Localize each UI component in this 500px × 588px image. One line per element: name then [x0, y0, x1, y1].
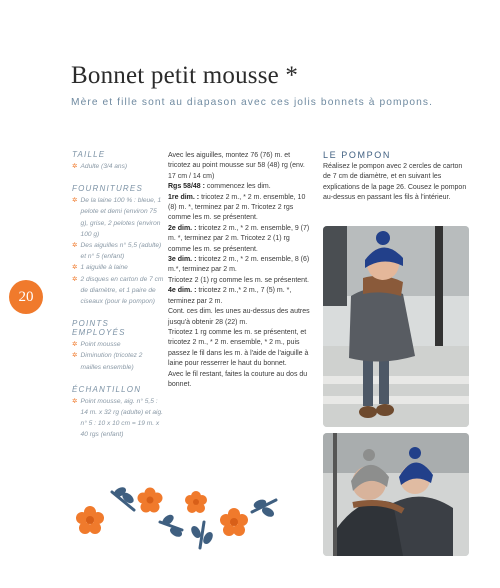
photo-child-illustration	[323, 226, 469, 427]
flower-icon	[220, 508, 248, 536]
page-subtitle: Mère et fille sont au diapason avec ces jolis bonnets à pompons.	[71, 97, 434, 108]
pompon-section	[323, 150, 469, 203]
flower-bullet-icon: ✲	[72, 341, 78, 349]
instruction-paragraph: 3e dim. : tricotez 2 m., * 2 m. ensemble, 8 (6) m.*, terminez par 2 m.	[168, 256, 310, 274]
instruction-paragraph: Tricotez 1 rg comme les m. se présentent, et tricotez 2 m., * 2 m. ensemble, * 2 m., puis passez le fil dans les m. à l'aide de l'aiguille à laine pour resserrer le haut du bonnet.	[168, 328, 309, 368]
materials-column	[72, 150, 164, 453]
page-number-badge	[9, 280, 43, 314]
section-heading: POINTS EMPLOYÉS	[72, 319, 126, 338]
page-number: 20	[18, 288, 34, 305]
section-points	[72, 319, 164, 373]
flower-bullet-icon: ✲	[72, 352, 78, 360]
instruction-paragraph: Avec les aiguilles, montez 76 (76) m. et tricotez au point mousse sur 58 (48) rg (env. 17 cm / 14 cm)	[168, 152, 305, 180]
page-title: Bonnet petit mousse *	[71, 62, 299, 89]
flower-bullet-icon: ✲	[72, 264, 78, 272]
flower-bullet-icon: ✲	[72, 397, 78, 405]
section-fournitures	[72, 184, 164, 307]
flower-icon	[138, 488, 163, 513]
list-item: ✲ Des aiguilles n° 5,5 (adulte) et n° 5 (enfant)	[72, 240, 164, 262]
instruction-paragraph: Cont. ces dim. les unes au-dessus des autres jusqu'à obtenir 28 (22) m.	[168, 308, 310, 326]
section-echantillon	[72, 385, 164, 441]
section-taille	[72, 150, 164, 172]
flower-bullet-icon: ✲	[72, 275, 78, 283]
photo-mother-child-illustration	[323, 433, 469, 556]
instruction-paragraph: Rgs 58/48 : commencez les dim.	[168, 183, 271, 191]
section-heading: TAILLE	[72, 150, 106, 159]
list-item: ✲ Point mousse	[72, 339, 164, 350]
section-heading: LE POMPON	[323, 150, 391, 160]
list-item: ✲ De la laine 100 % : bleue, 1 pelote et demi (environ 75 g), grise, 2 pelotes (environ 100 g)	[72, 195, 164, 240]
section-heading: ÉCHANTILLON	[72, 384, 142, 394]
leaf-branch-icon	[112, 487, 134, 510]
photo-child-in-coat	[323, 226, 469, 427]
instruction-paragraph: 1re dim. : tricotez 2 m., * 2 m. ensemble, 10 (8) m. *, terminez par 2 m. Tricotez 2 rgs comme les m. se présentent.	[168, 193, 306, 222]
flower-bullet-icon: ✲	[72, 163, 78, 170]
list-item: ✲ Diminution (tricotez 2 mailles ensemble)	[72, 350, 164, 372]
leaf-branch-icon	[191, 522, 212, 548]
flower-icon	[185, 491, 207, 513]
flower-bullet-icon: ✲	[72, 197, 78, 205]
section-heading: FOURNITURES	[72, 184, 143, 194]
instruction-paragraph: Avec le fil restant, faites la couture au dos du bonnet.	[168, 370, 308, 388]
flower-icon	[76, 506, 104, 534]
list-item: ✲ 1 aiguille à laine	[72, 262, 164, 273]
flower-bullet-icon: ✲	[72, 242, 78, 250]
instruction-paragraph: 4e dim. : tricotez 2 m.,* 2 m., 7 (5) m. *, terminez par 2 m.	[168, 287, 292, 305]
leaf-branch-icon	[252, 500, 276, 517]
list-item: ✲ 2 disques en carton de 7 cm de diamètre, et 1 paire de ciseaux (pour le pompon)	[72, 274, 164, 308]
list-item: ✲ Adulte (3/4 ans)	[72, 161, 164, 172]
photo-mother-and-child	[323, 433, 469, 556]
pompon-text: Réalisez le pompon avec 2 cercles de carton de 7 cm de diamètre, et en suivant les explications de la page 26. Cousez le pompon au-dessus en passant les fils à l'intérieur.	[323, 163, 467, 201]
instruction-paragraph: Tricotez 2 (1) rg comme les m. se présentent.	[168, 276, 309, 284]
instructions-column	[168, 151, 314, 390]
flower-pattern-icon	[72, 482, 292, 552]
leaf-branch-icon	[160, 515, 182, 537]
instruction-paragraph: 2e dim. : tricotez 2 m., * 2 m. ensemble, 9 (7) m. *, terminez par 2 m. Tricotez 2 (1) rg comme les m. se présentent.	[168, 224, 310, 253]
list-item: ✲ Point mousse, aig. n° 5,5 : 14 m. x 32 rg (adulte) et aig. n° 5 : 10 x 10 cm = 19 m. x 40 rgs (enfant)	[72, 396, 164, 441]
decorative-flowers	[72, 482, 292, 552]
